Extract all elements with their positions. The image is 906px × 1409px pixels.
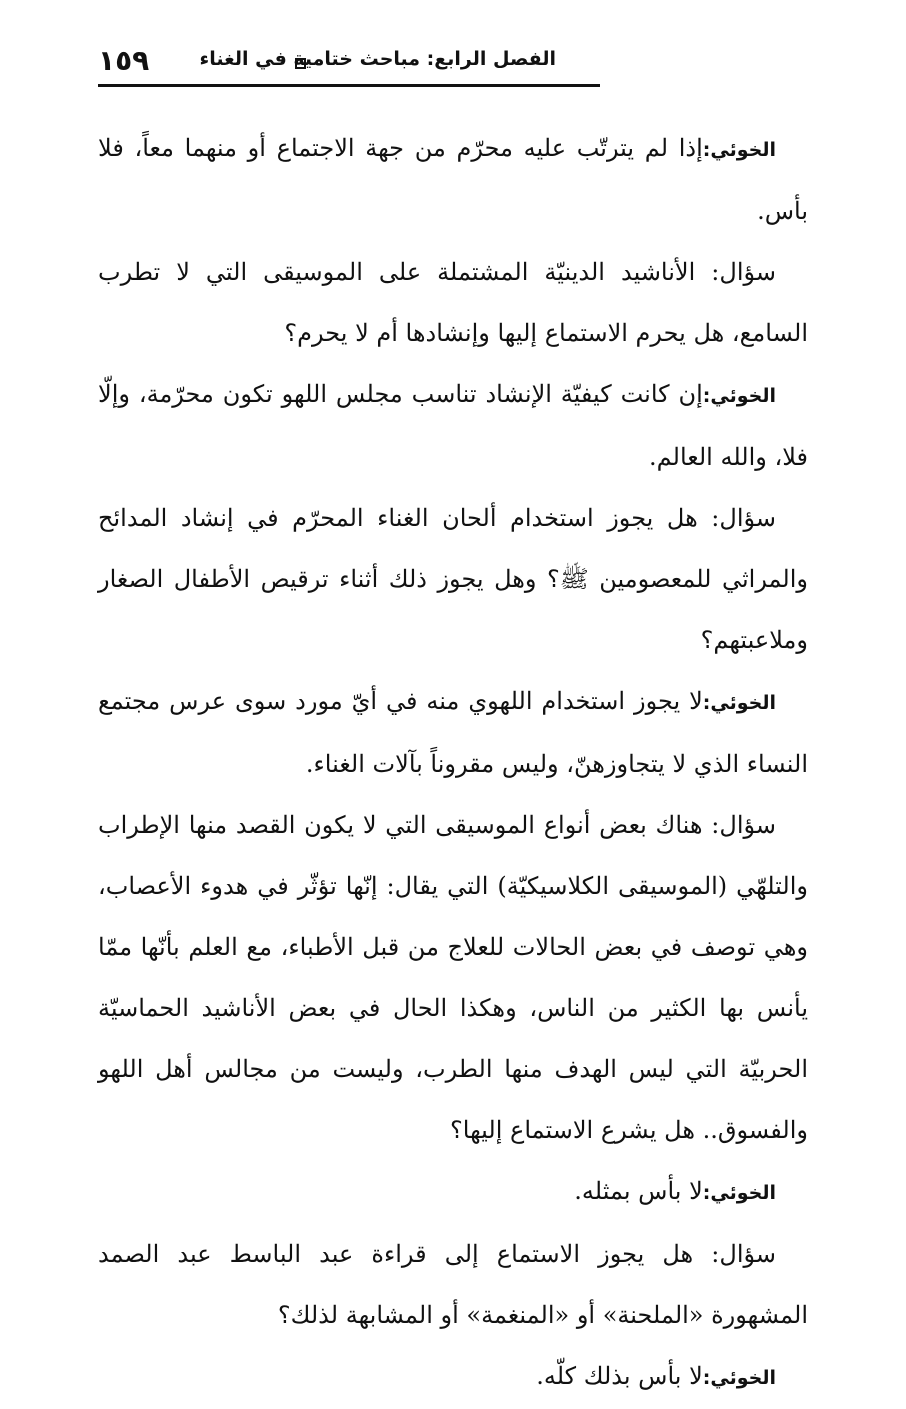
- answer-paragraph: الخوئي:لا بأس بذلك كلّه.: [536, 1362, 776, 1390]
- answer-paragraph: الخوئي:إذا لم يترتّب عليه محرّم من جهة الاجتماع أو منهما معاً، فلا بأس.: [98, 134, 808, 225]
- speaker-label: سؤال: [719, 258, 776, 286]
- speaker-label: سؤال: [719, 811, 776, 839]
- speaker-label: الخوئي: [710, 692, 776, 714]
- question-paragraph: سؤال: هل يجوز الاستماع إلى قراءة عبد الباسط عبد الصمد المشهورة «الملحنة» أو «المنغمة» أو المشابهة لذلك؟: [98, 1240, 808, 1329]
- speaker-label: الخوئي: [710, 385, 776, 407]
- speaker-label: الخوئي: [710, 1182, 776, 1204]
- question-paragraph: سؤال: هناك بعض أنواع الموسيقى التي لا يكون القصد منها الإطراب والتلهّي (الموسيقى الكلاسيكيّة) التي يقال: إنّها تؤثّر في هدوء الأعصاب، وهي توصف في بعض الحالات للعلاج من قبل الأطباء، مع العلم بأنّها ممّا يأنس بها الكثير من الناس، وهكذا الحال في بعض الأناشيد الحماسيّة الحربيّة التي ليس الهدف منها الطرب، وليست من مجالس أهل اللهو والفسوق.. هل يشرع الاستماع إليها؟: [98, 811, 808, 1144]
- paragraph-text: لا يجوز استخدام اللهوي منه في أيّ مورد سوى عرس مجتمع النساء الذي لا يتجاوزهنّ، وليس مقروناً بآلات الغناء.: [98, 687, 808, 778]
- speaker-label: سؤال: [719, 504, 777, 532]
- paragraph-text: إذا لم يترتّب عليه محرّم من جهة الاجتماع أو منهما معاً، فلا بأس.: [98, 134, 808, 225]
- answer-paragraph: الخوئي:لا بأس بمثله.: [574, 1177, 776, 1205]
- paragraph-text: هل يجوز استخدام ألحان الغناء المحرّم في إنشاد المدائح والمراثي للمعصومين ﷺ؟ وهل يجوز ذلك أثناء ترقيص الأطفال الصغار وملاعبتهم؟: [98, 504, 809, 654]
- paragraph-text: الأناشيد الدينيّة المشتملة على الموسيقى التي لا تطرب السامع، هل يحرم الاستماع إليها وإنشادها أم لا يحرم؟: [98, 258, 808, 347]
- speaker-label: سؤال: [719, 1240, 776, 1268]
- answer-paragraph: الخوئي:لا يجوز استخدام اللهوي منه في أيّ مورد سوى عرس مجتمع النساء الذي لا يتجاوزهنّ، وليس مقروناً بآلات الغناء.: [98, 687, 808, 778]
- paragraph-text: هناك بعض أنواع الموسيقى التي لا يكون القصد منها الإطراب والتلهّي (الموسيقى الكلاسيكيّة) التي يقال: إنّها تؤثّر في هدوء الأعصاب، وهي توصف في بعض الحالات للعلاج من قبل الأطباء، مع العلم بأنّها ممّا يأنس بها الكثير من الناس، وهكذا الحال في بعض الأناشيد الحماسيّة الحربيّة التي ليس الهدف منها الطرب، وليست من مجالس أهل اللهو والفسوق.. هل يشرع الاستماع إليها؟: [98, 811, 808, 1144]
- paragraph-text: هل يجوز الاستماع إلى قراءة عبد الباسط عبد الصمد المشهورة «الملحنة» أو «المنغمة» أو المشابهة لذلك؟: [98, 1240, 808, 1329]
- speaker-label: الخوئي: [710, 139, 776, 161]
- page-header: [98, 40, 600, 87]
- paragraph-text: إن كانت كيفيّة الإنشاد تناسب مجلس اللهو تكون محرّمة، وإلّا فلا، والله العالم.: [98, 380, 808, 471]
- paragraph-text: لا بأس بذلك كلّه.: [536, 1362, 703, 1390]
- question-paragraph: سؤال: الأناشيد الدينيّة المشتملة على الموسيقى التي لا تطرب السامع، هل يحرم الاستماع إليها وإنشادها أم لا يحرم؟: [98, 258, 808, 347]
- speaker-label: الخوئي: [710, 1367, 776, 1389]
- page-number: ١٥٩: [98, 44, 150, 77]
- page-body: [98, 118, 808, 1409]
- question-paragraph: سؤال: هل يجوز استخدام ألحان الغناء المحرّم في إنشاد المدائح والمراثي للمعصومين ﷺ؟ وهل يجوز ذلك أثناء ترقيص الأطفال الصغار وملاعبتهم؟: [98, 504, 809, 654]
- chapter-title: الفصل الرابع: مباحث ختامية في الغناء: [199, 48, 556, 70]
- answer-paragraph: الخوئي:إن كانت كيفيّة الإنشاد تناسب مجلس اللهو تكون محرّمة، وإلّا فلا، والله العالم.: [98, 380, 808, 471]
- paragraph-text: لا بأس بمثله.: [574, 1177, 703, 1205]
